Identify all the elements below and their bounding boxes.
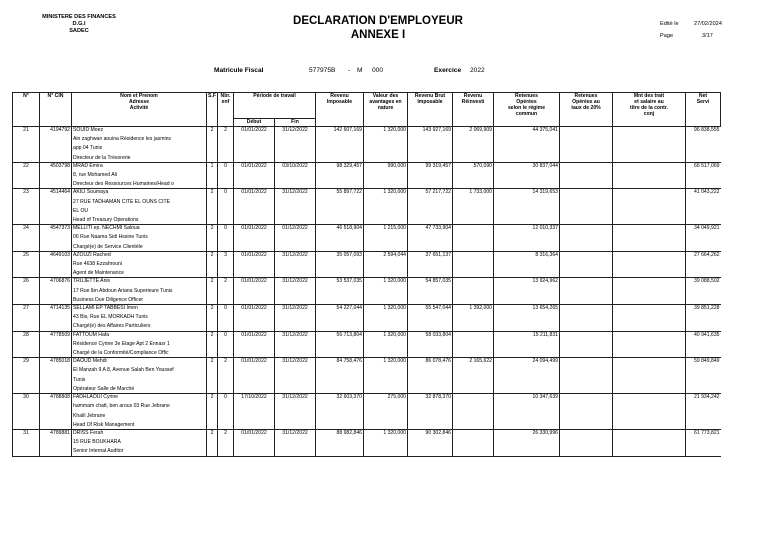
retenues-20-cell <box>560 251 613 278</box>
matricule-label: Matricule Fiscal <box>214 67 264 74</box>
net-servi-cell: 39 088,502 <box>686 278 721 305</box>
avantages-cell: 1 320,000 <box>364 278 408 305</box>
employee-detail-line: 8, rue Mohamed Ali <box>73 172 117 179</box>
row-number: 28 <box>13 331 40 358</box>
enf-cell: 2 <box>218 429 234 456</box>
employee-detail-line: Résidence Cyrine 3e Etage Apt 2 Ennasr 1 <box>73 340 170 347</box>
end-date-cell: 31/12/2022 <box>275 394 316 430</box>
revenu-reinvesti-cell: 1 733,000 <box>453 189 494 225</box>
title-line-2: ANNEXE I <box>350 29 406 41</box>
enf-cell: 0 <box>218 394 234 430</box>
revenu-imposable-cell: 46 518,904 <box>316 225 364 252</box>
retenues-commun-cell: 8 316,364 <box>494 251 560 278</box>
mnt-trait-cell <box>613 251 686 278</box>
enf-cell: 3 <box>218 251 234 278</box>
revenu-brut-cell: 57 217,722 <box>408 189 453 225</box>
col-retenues-commun: Retenues Opérées selon le régime commun <box>494 93 560 127</box>
revenu-reinvesti-cell <box>453 394 494 430</box>
matricule-separator: - <box>348 67 351 74</box>
table-row <box>13 162 721 189</box>
enf-cell: 0 <box>218 331 234 358</box>
cin-cell: 4649103 <box>40 251 72 278</box>
retenues-commun-cell: 13 924,962 <box>494 278 560 305</box>
retenues-20-cell <box>560 429 613 456</box>
net-servi-cell: 39 851,228 <box>686 305 721 332</box>
identity-cell <box>72 189 207 225</box>
row-number: 25 <box>13 251 40 278</box>
ministry-header <box>20 14 138 35</box>
net-servi-cell: 21 934,242 <box>686 394 721 430</box>
sf-cell: 2 <box>207 305 218 332</box>
start-date-cell: 01/01/2022 <box>234 189 275 225</box>
revenu-reinvesti-cell <box>453 225 494 252</box>
row-number: 29 <box>13 358 40 394</box>
cin-cell: 4789881 <box>40 429 72 456</box>
revenu-brut-cell: 58 033,804 <box>408 331 453 358</box>
start-date-cell: 01/01/2022 <box>234 429 275 456</box>
mnt-trait-cell <box>613 331 686 358</box>
avantages-cell: 1 320,000 <box>364 358 408 394</box>
employee-detail-line: Agent de Maintenance <box>73 270 124 277</box>
col-revenu-imposable: Revenu Imposable <box>316 93 364 127</box>
retenues-20-cell <box>560 358 613 394</box>
revenu-reinvesti-cell: 2 165,622 <box>453 358 494 394</box>
mnt-trait-cell <box>613 394 686 430</box>
revenu-imposable-cell: 35 057,093 <box>316 251 364 278</box>
revenu-imposable-cell: 32 603,370 <box>316 394 364 430</box>
employee-name: DRISS Ferah <box>73 429 104 436</box>
exercice-label: Exercice <box>434 67 462 74</box>
employee-name: FATTOUM Hafa <box>73 331 110 338</box>
mnt-trait-cell <box>613 305 686 332</box>
cin-cell: 4714135 <box>40 305 72 332</box>
col-identity: Nom et Prenom Adresse Activité <box>72 93 207 127</box>
start-date-cell: 01/01/2022 <box>234 358 275 394</box>
sf-cell: 2 <box>207 429 218 456</box>
row-number: 24 <box>13 225 40 252</box>
table-row <box>13 225 721 252</box>
revenu-imposable-cell: 84 758,476 <box>316 358 364 394</box>
cin-cell: 4547373 <box>40 225 72 252</box>
table-row <box>13 358 721 394</box>
matricule-code: M <box>357 67 363 74</box>
employee-detail-line: Rue 4638 Ezzahrouni <box>73 261 122 268</box>
mnt-trait-cell <box>613 127 686 163</box>
col-debut: Début <box>234 119 275 127</box>
sf-cell: 1 <box>207 162 218 189</box>
sf-cell: 2 <box>207 331 218 358</box>
cin-cell: 4785018 <box>40 358 72 394</box>
revenu-brut-cell: 86 078,476 <box>408 358 453 394</box>
identity-cell <box>72 429 207 456</box>
sf-cell: 2 <box>207 278 218 305</box>
retenues-20-cell <box>560 162 613 189</box>
title-line-1: DECLARATION D'EMPLOYEUR <box>293 15 463 27</box>
employee-detail-line: 06 Rue Naama Sidi Hssine Tunis <box>73 234 148 241</box>
sf-cell: 2 <box>207 394 218 430</box>
employee-detail-line: 15 RUE BOUKHARA <box>73 439 121 446</box>
employee-detail-line: 43 Bis, Rue EL MORKADH Tunis <box>73 314 148 321</box>
retenues-20-cell <box>560 331 613 358</box>
identity-cell <box>72 225 207 252</box>
revenu-imposable-cell: 98 329,457 <box>316 162 364 189</box>
cin-cell: 4788808 <box>40 394 72 430</box>
exercice-year: 2022 <box>470 67 485 74</box>
revenu-brut-cell: 47 733,904 <box>408 225 453 252</box>
revenu-reinvesti-cell <box>453 331 494 358</box>
sf-cell: 2 <box>207 358 218 394</box>
employee-name: SELLAMI EP TABBESI Imen <box>73 305 138 312</box>
matricule-number: 577975B <box>309 67 336 74</box>
start-date-cell: 01/01/2022 <box>234 331 275 358</box>
enf-cell: 0 <box>218 225 234 252</box>
retenues-commun-cell: 14 319,653 <box>494 189 560 225</box>
cin-cell: 4503798 <box>40 162 72 189</box>
employee-name: SOUID Moez <box>73 127 104 133</box>
employee-detail-line: Business Due Diligence Officer <box>73 296 144 303</box>
end-date-cell: 31/12/2022 <box>275 278 316 305</box>
ministry-line: MINISTERE DES FINANCES <box>42 14 116 20</box>
mnt-trait-cell <box>613 162 686 189</box>
revenu-reinvesti-cell <box>453 251 494 278</box>
retenues-commun-cell: 30 837,044 <box>494 162 560 189</box>
employee-name: MRAD Emira <box>73 162 103 169</box>
sf-cell: 2 <box>207 127 218 163</box>
employee-table <box>12 92 721 457</box>
mnt-trait-cell <box>613 278 686 305</box>
mnt-trait-cell <box>613 189 686 225</box>
page-number: 3/17 <box>702 33 713 39</box>
cin-cell: 4706876 <box>40 278 72 305</box>
col-revenu-brut: Revenu Brut Imposable <box>408 93 453 127</box>
retenues-20-cell <box>560 225 613 252</box>
employee-detail-line: Tunis <box>73 376 86 383</box>
employee-detail-line: Directeur de la Trésorerie <box>73 154 131 161</box>
identity-cell <box>72 331 207 358</box>
revenu-brut-cell: 37 651,137 <box>408 251 453 278</box>
revenu-imposable-cell: 56 713,804 <box>316 331 364 358</box>
table-row <box>13 305 721 332</box>
retenues-20-cell <box>560 278 613 305</box>
employee-detail-line: Opérateur Salle de Marché <box>73 385 135 392</box>
document-title <box>240 14 516 42</box>
revenu-imposable-cell: 54 227,044 <box>316 305 364 332</box>
employee-name: FADHLAOUI Cyrine <box>73 394 119 401</box>
sf-cell: 2 <box>207 251 218 278</box>
revenu-reinvesti-cell <box>453 278 494 305</box>
enf-cell: 0 <box>218 162 234 189</box>
retenues-commun-cell: 12 010,337 <box>494 225 560 252</box>
table-row <box>13 394 721 430</box>
avantages-cell: 1 215,000 <box>364 225 408 252</box>
net-servi-cell: 40 941,635 <box>686 331 721 358</box>
net-servi-cell: 66 517,069 <box>686 162 721 189</box>
employee-name: AZOUZI Rached <box>73 251 111 258</box>
retenues-20-cell <box>560 127 613 163</box>
table-row <box>13 127 721 163</box>
employee-detail-line: Chargé de la Conformité/Compliance Offic <box>73 350 169 357</box>
col-mnt-trait: Mnt des trait et salaire au titre de la contr. conj <box>613 93 686 127</box>
net-servi-cell: 96 838,555 <box>686 127 721 163</box>
employee-detail-line: Ain zaghwan aouina Résidence les jasmins <box>73 136 171 143</box>
table-row <box>13 278 721 305</box>
start-date-cell: 01/01/2022 <box>234 225 275 252</box>
revenu-reinvesti-cell: 1 392,000 <box>453 305 494 332</box>
net-servi-cell: 41 043,222 <box>686 189 721 225</box>
employee-detail-line: Head Of Risk Management <box>73 421 135 428</box>
table-row <box>13 189 721 225</box>
row-number: 31 <box>13 429 40 456</box>
col-net-servi: Net Servi <box>686 93 721 127</box>
retenues-commun-cell: 26 330,996 <box>494 429 560 456</box>
retenues-20-cell <box>560 305 613 332</box>
cin-cell: 4194792 <box>40 127 72 163</box>
enf-cell: 0 <box>218 305 234 332</box>
net-servi-cell: 61 773,821 <box>686 429 721 456</box>
row-number: 21 <box>13 127 40 163</box>
employee-detail-line: Khalil Jebrane <box>73 412 106 419</box>
retenues-20-cell <box>560 189 613 225</box>
employee-detail-line: 27 RUE TADHAMAN CITE EL OUNS CITE <box>73 198 170 205</box>
employee-name: AKILI Soumaya <box>73 189 109 196</box>
avantages-cell: 1 320,000 <box>364 429 408 456</box>
enf-cell: 2 <box>218 278 234 305</box>
sf-cell: 2 <box>207 189 218 225</box>
avantages-cell: 275,000 <box>364 394 408 430</box>
col-sf: S.F <box>207 93 218 127</box>
identity-cell <box>72 251 207 278</box>
start-date-cell: 01/01/2022 <box>234 162 275 189</box>
revenu-imposable-cell: 142 607,169 <box>316 127 364 163</box>
employee-detail-line: 17 Rue Ibn Abdoun Ariana Superieure Tunis <box>73 287 173 294</box>
net-servi-cell: 34 049,921 <box>686 225 721 252</box>
retenues-commun-cell: 13 654,265 <box>494 305 560 332</box>
identity-cell <box>72 394 207 430</box>
revenu-brut-cell: 55 547,044 <box>408 305 453 332</box>
col-fin: Fin <box>275 119 316 127</box>
retenues-commun-cell: 10 347,639 <box>494 394 560 430</box>
revenu-reinvesti-cell: 2 069,909 <box>453 127 494 163</box>
edit-date-label: Editè le <box>660 21 679 27</box>
employee-detail-line: Chargé(e) des Affaires Particuliers <box>73 323 151 330</box>
end-date-cell: 31/12/2022 <box>275 127 316 163</box>
revenu-imposable-cell: 88 982,846 <box>316 429 364 456</box>
col-retenues-20: Retenues Opérées au taux de 20% <box>560 93 613 127</box>
retenues-commun-cell: 44 375,041 <box>494 127 560 163</box>
matricule-suffix: 000 <box>372 67 384 74</box>
revenu-imposable-cell: 55 897,722 <box>316 189 364 225</box>
revenu-reinvesti-cell <box>453 429 494 456</box>
row-number: 30 <box>13 394 40 430</box>
identity-cell <box>72 127 207 163</box>
row-number: 26 <box>13 278 40 305</box>
edit-info <box>660 18 722 42</box>
avantages-cell: 1 320,000 <box>364 127 408 163</box>
table-row <box>13 429 721 456</box>
table-row <box>13 331 721 358</box>
col-revenu-reinvesti: Revenu Réinvesti <box>453 93 494 127</box>
end-date-cell: 01/12/2022 <box>275 225 316 252</box>
avantages-cell: 1 320,000 <box>364 189 408 225</box>
avantages-cell: 1 320,000 <box>364 305 408 332</box>
cin-cell: 4514464 <box>40 189 72 225</box>
enf-cell: 0 <box>218 189 234 225</box>
end-date-cell: 03/10/2022 <box>275 162 316 189</box>
mnt-trait-cell <box>613 429 686 456</box>
employee-detail-line: Directeur des Ressources Humaines/Head o <box>73 181 174 188</box>
revenu-brut-cell: 90 302,846 <box>408 429 453 456</box>
revenu-reinvesti-cell: 570,090 <box>453 162 494 189</box>
end-date-cell: 31/12/2022 <box>275 429 316 456</box>
table-row <box>13 251 721 278</box>
employee-detail-line: El Manzah 9 A 8, Avenue Salah Ben Youssef <box>73 367 174 374</box>
avantages-cell: 2 594,044 <box>364 251 408 278</box>
revenu-imposable-cell: 53 537,035 <box>316 278 364 305</box>
end-date-cell: 31/12/2022 <box>275 358 316 394</box>
employee-detail-line: app 04 Tunis <box>73 145 103 152</box>
employee-detail-line: Senior Internal Auditor <box>73 448 124 455</box>
row-number: 27 <box>13 305 40 332</box>
employee-detail-line: Head of Treasury Operations <box>73 217 139 224</box>
ministry-line: D.G.I <box>72 21 86 27</box>
employee-detail-line: hammam chatt, ben arous 03 Rue Jebrane <box>73 403 170 410</box>
start-date-cell: 01/01/2022 <box>234 127 275 163</box>
start-date-cell: 17/10/2022 <box>234 394 275 430</box>
avantages-cell: 1 320,000 <box>364 331 408 358</box>
end-date-cell: 31/12/2022 <box>275 305 316 332</box>
start-date-cell: 01/01/2022 <box>234 251 275 278</box>
employee-detail-line: Chargé(e) de Service Clientèle <box>73 243 143 250</box>
retenues-20-cell <box>560 394 613 430</box>
end-date-cell: 31/12/2022 <box>275 189 316 225</box>
identity-cell <box>72 358 207 394</box>
col-num: N° <box>13 93 40 127</box>
employee-name: DAOUD Mehdi <box>73 358 107 365</box>
end-date-cell: 31/12/2022 <box>275 251 316 278</box>
revenu-brut-cell: 32 878,370 <box>408 394 453 430</box>
ministry-line: SADEC <box>69 28 89 34</box>
net-servi-cell: 27 664,262 <box>686 251 721 278</box>
employee-detail-line: EL OU <box>73 207 89 214</box>
identity-cell <box>72 305 207 332</box>
enf-cell: 2 <box>218 127 234 163</box>
retenues-commun-cell: 15 211,831 <box>494 331 560 358</box>
revenu-brut-cell: 99 319,457 <box>408 162 453 189</box>
col-enf: Nbr. enf <box>218 93 234 127</box>
row-number: 22 <box>13 162 40 189</box>
end-date-cell: 31/12/2022 <box>275 331 316 358</box>
col-cin: N° CIN <box>40 93 72 127</box>
enf-cell: 2 <box>218 358 234 394</box>
mnt-trait-cell <box>613 358 686 394</box>
avantages-cell: 990,000 <box>364 162 408 189</box>
start-date-cell: 01/01/2022 <box>234 305 275 332</box>
employee-name: TRUJETTE Anis <box>73 278 111 285</box>
identity-cell <box>72 278 207 305</box>
page-label: Page <box>660 33 674 39</box>
identity-cell <box>72 162 207 189</box>
col-avantages: Valeur des avantages en nature <box>364 93 408 127</box>
employee-name: MELLITI ep. NECHMI Saloua <box>73 225 140 232</box>
revenu-brut-cell: 143 927,169 <box>408 127 453 163</box>
start-date-cell: 01/01/2022 <box>234 278 275 305</box>
col-period: Période de travail <box>234 93 316 119</box>
sf-cell: 2 <box>207 225 218 252</box>
cin-cell: 4778509 <box>40 331 72 358</box>
net-servi-cell: 59 849,849 <box>686 358 721 394</box>
row-number: 23 <box>13 189 40 225</box>
mnt-trait-cell <box>613 225 686 252</box>
edit-date: 27/02/2024 <box>694 21 722 27</box>
revenu-brut-cell: 54 857,035 <box>408 278 453 305</box>
retenues-commun-cell: 24 094,499 <box>494 358 560 394</box>
